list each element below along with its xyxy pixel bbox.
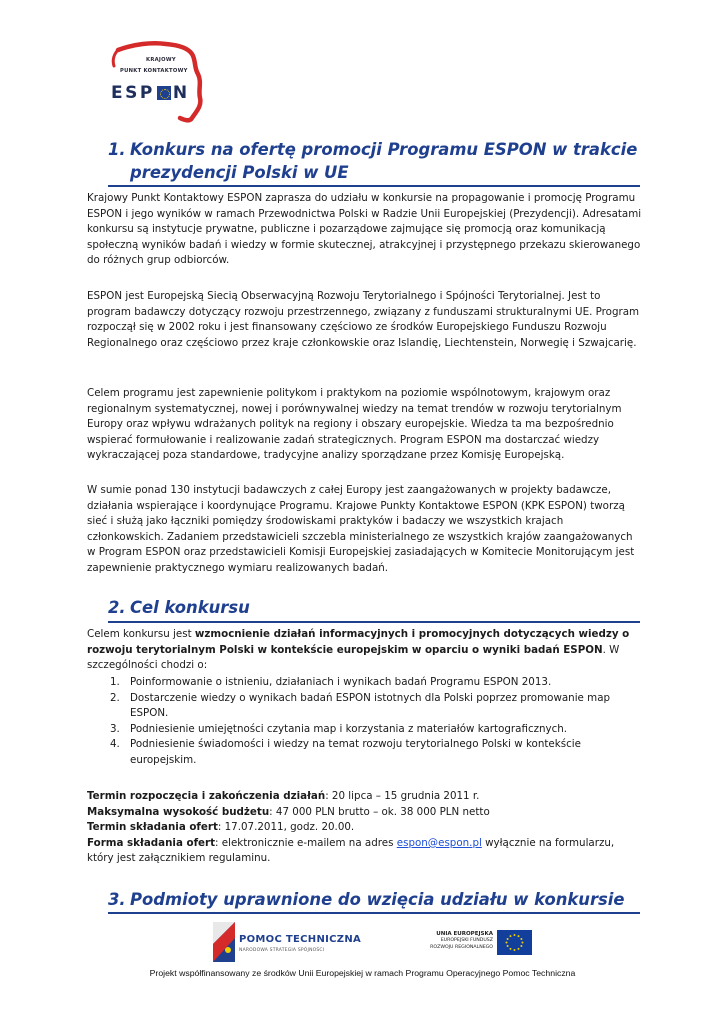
- section2-intro-b: . W szczególności chodzi o:: [87, 643, 620, 672]
- goal-item: [110, 675, 630, 691]
- espon-kpk-logo: [104, 40, 204, 124]
- goal-item: [110, 737, 630, 768]
- section1-title-line1: Konkurs na ofertę promocji Programu ESPON w trakcie: [130, 140, 638, 159]
- goal-text: Podniesienie umiejętności czytania map i korzystania z materiałów kartograficznych.: [130, 722, 568, 735]
- ue-line1: UNIA EUROPEJSKA: [436, 931, 493, 937]
- logo-brand-left: ESP: [111, 83, 155, 103]
- term-dates-label: Termin rozpoczęcia i zakończenia działań: [87, 790, 326, 802]
- term-submission: [87, 836, 642, 867]
- pomoc-techniczna-emblem-icon: [213, 922, 235, 962]
- term-deadline-label: Termin składania ofert: [87, 821, 218, 834]
- goal-number: 4.: [110, 738, 120, 751]
- term-submission-label: Forma składania ofert: [87, 836, 216, 849]
- ue-text: [425, 930, 493, 951]
- section1-paragraph-3: Celem programu jest zapewnienie politykom i praktykom na poziomie wspólnotowym, krajowym oraz regionalnym systematycznej, nowej i porównywalnej wiedzy na temat trendów w rozwoju terytorialnym Europy oraz wpływu wdrażanych polityk na regiony i obszary europejskie. Wiedza ta ma bezpośrednio wspierać formułowanie i realizowanie zadań strategicznych. Program ESPON ma dostarczać wiedzy wykraczającej poza standardowe, tradycyjne analizy sporządzane przez Komisję Europejską.: [87, 387, 622, 462]
- term-dates-value: : 20 lipca – 15 grudnia 2011 r.: [325, 790, 480, 802]
- contest-terms: [87, 789, 642, 867]
- pomoc-techniczna-logo: [213, 922, 362, 964]
- section1-number: 1.: [108, 140, 126, 159]
- goal-text: Dostarczenie wiedzy o wynikach badań ESPON istotnych dla Polski poprzez promowanie map ESPON.: [130, 691, 611, 720]
- goal-item: [110, 691, 630, 722]
- section3-underline: [108, 912, 640, 914]
- poland-outline-graphic: [104, 40, 204, 124]
- term-budget-label: Maksymalna wysokość budżetu: [87, 805, 270, 818]
- goal-text: Poinformowanie o istnieniu, działaniach i wynikach badań Programu ESPON 2013.: [130, 676, 552, 688]
- goal-number: 2.: [110, 691, 120, 704]
- section2-underline: [108, 621, 640, 623]
- goals-list: [110, 675, 630, 769]
- term-dates: [87, 789, 642, 805]
- section2-number: 2.: [108, 598, 126, 617]
- ue-line2: EUROPEJSKI FUNDUSZ: [440, 938, 493, 943]
- term-deadline-value: : 17.07.2011, godz. 20.00.: [217, 821, 355, 834]
- section2-title: Cel konkursu: [130, 598, 250, 617]
- section2-intro: [87, 627, 642, 674]
- goal-item: [110, 722, 630, 738]
- term-submission-value-a: : elektronicznie e-mailem na adres: [215, 836, 397, 849]
- email-link[interactable]: espon@espon.pl: [396, 836, 482, 849]
- section3-title: Podmioty uprawnione do wzięcia udziału w konkursie: [130, 890, 625, 909]
- section1-paragraph-1: Krajowy Punkt Kontaktowy ESPON zaprasza do udziału w konkursie na propagowanie i promocję Programu ESPON i jego wyników w ramach Przewodnictwa Polski w Radzie Unii Europejskiej (Prezydencji). Adresatami konkursu są instytucje prywatne, publiczne i pozarządowe zajmujące się promocją oraz komunikacją społeczną wyników badań i wiedzy w formie skutecznej, atrakcyjnej i przystępnego przekazu skierowanego do różnych grup odbiorców.: [87, 192, 642, 267]
- section3-number: 3.: [108, 890, 126, 909]
- term-submission-value-b: wyłącznie na formularzu, który jest załącznikiem regulaminu.: [87, 836, 615, 865]
- section3-heading: [108, 888, 625, 911]
- goal-text: Podniesienie świadomości i wiedzy na temat rozwoju terytorialnego Polski w kontekście europejskim.: [130, 738, 581, 766]
- section1-heading: [108, 138, 637, 184]
- logo-brand-right: N: [172, 83, 190, 103]
- goal-number: 3.: [110, 722, 120, 735]
- term-budget-value: : 47 000 PLN brutto – ok. 38 000 PLN netto: [269, 805, 490, 818]
- logo-brand: [111, 83, 190, 103]
- section2-heading: [108, 596, 250, 619]
- section2-intro-bold: wzmocnienie działań informacyjnych i promocyjnych dotyczących wiedzy o rozwoju terytorialnym Polski w kontekście europejskim w oparciu o wyniki badań ESPON: [87, 628, 630, 656]
- eu-flag-icon: [497, 930, 532, 955]
- term-budget: [87, 805, 642, 821]
- section1-title-line2: prezydencji Polski w UE: [130, 163, 349, 182]
- section1-underline: [108, 185, 640, 187]
- section1-paragraph-4: W sumie ponad 130 instytucji badawczych z całej Europy jest zaangażowanych w projekty badawcze, działania wspierające i koordynujące Programu. Krajowe Punkty Kontaktowe ESPON (KPK ESPON) tworzą sieć i służą jako łączniki pomiędzy środowiskami praktyków i badaczy we wszystkich krajach członkowskich. Zadaniem przedstawicieli szczebla ministerialnego ze wszystkich krajów zaangażowanych w Program ESPON oraz przedstawicieli Komisji Europejskiej zasiadających w Komitecie Monitorującym jest zapewnienie praktycznego wymiaru realizowanych badań.: [87, 484, 635, 574]
- pt-title: POMOC TECHNICZNA: [239, 934, 362, 945]
- section2-intro-a: Celem konkursu jest: [87, 628, 195, 640]
- section1-paragraph-2: ESPON jest Europejską Siecią Obserwacyjną Rozwoju Terytorialnego i Spójności Terytorialnej. Jest to program badawczy dotyczący rozwoju przestrzennego, związany z funduszami strukturalnymi UE. Program rozpoczął się w 2002 roku i jest finansowany częściowo ze środków Europejskiego Funduszu Rozwoju Regionalnego oraz częściowo przez kraje członkowskie oraz Islandię, Liechtenstein, Norwegię i Szwajcarię.: [87, 290, 640, 349]
- unia-europejska-logo: [425, 930, 530, 960]
- logo-line2: PUNKT KONTAKTOWY: [120, 68, 188, 74]
- cofinancing-note: Projekt współfinansowany ze środków Unii Europejskiej w ramach Programu Operacyjnego Pomoc Techniczna: [149, 968, 576, 978]
- goal-number: 1.: [110, 676, 120, 688]
- logo-line1: KRAJOWY: [146, 57, 176, 63]
- ue-line3: ROZWOJU REGIONALNEGO: [430, 944, 493, 950]
- eu-stars-square-icon: [157, 86, 171, 100]
- term-deadline: [87, 820, 642, 836]
- pt-subtitle: NARODOWA STRATEGIA SPÓJNOŚCI: [239, 948, 325, 953]
